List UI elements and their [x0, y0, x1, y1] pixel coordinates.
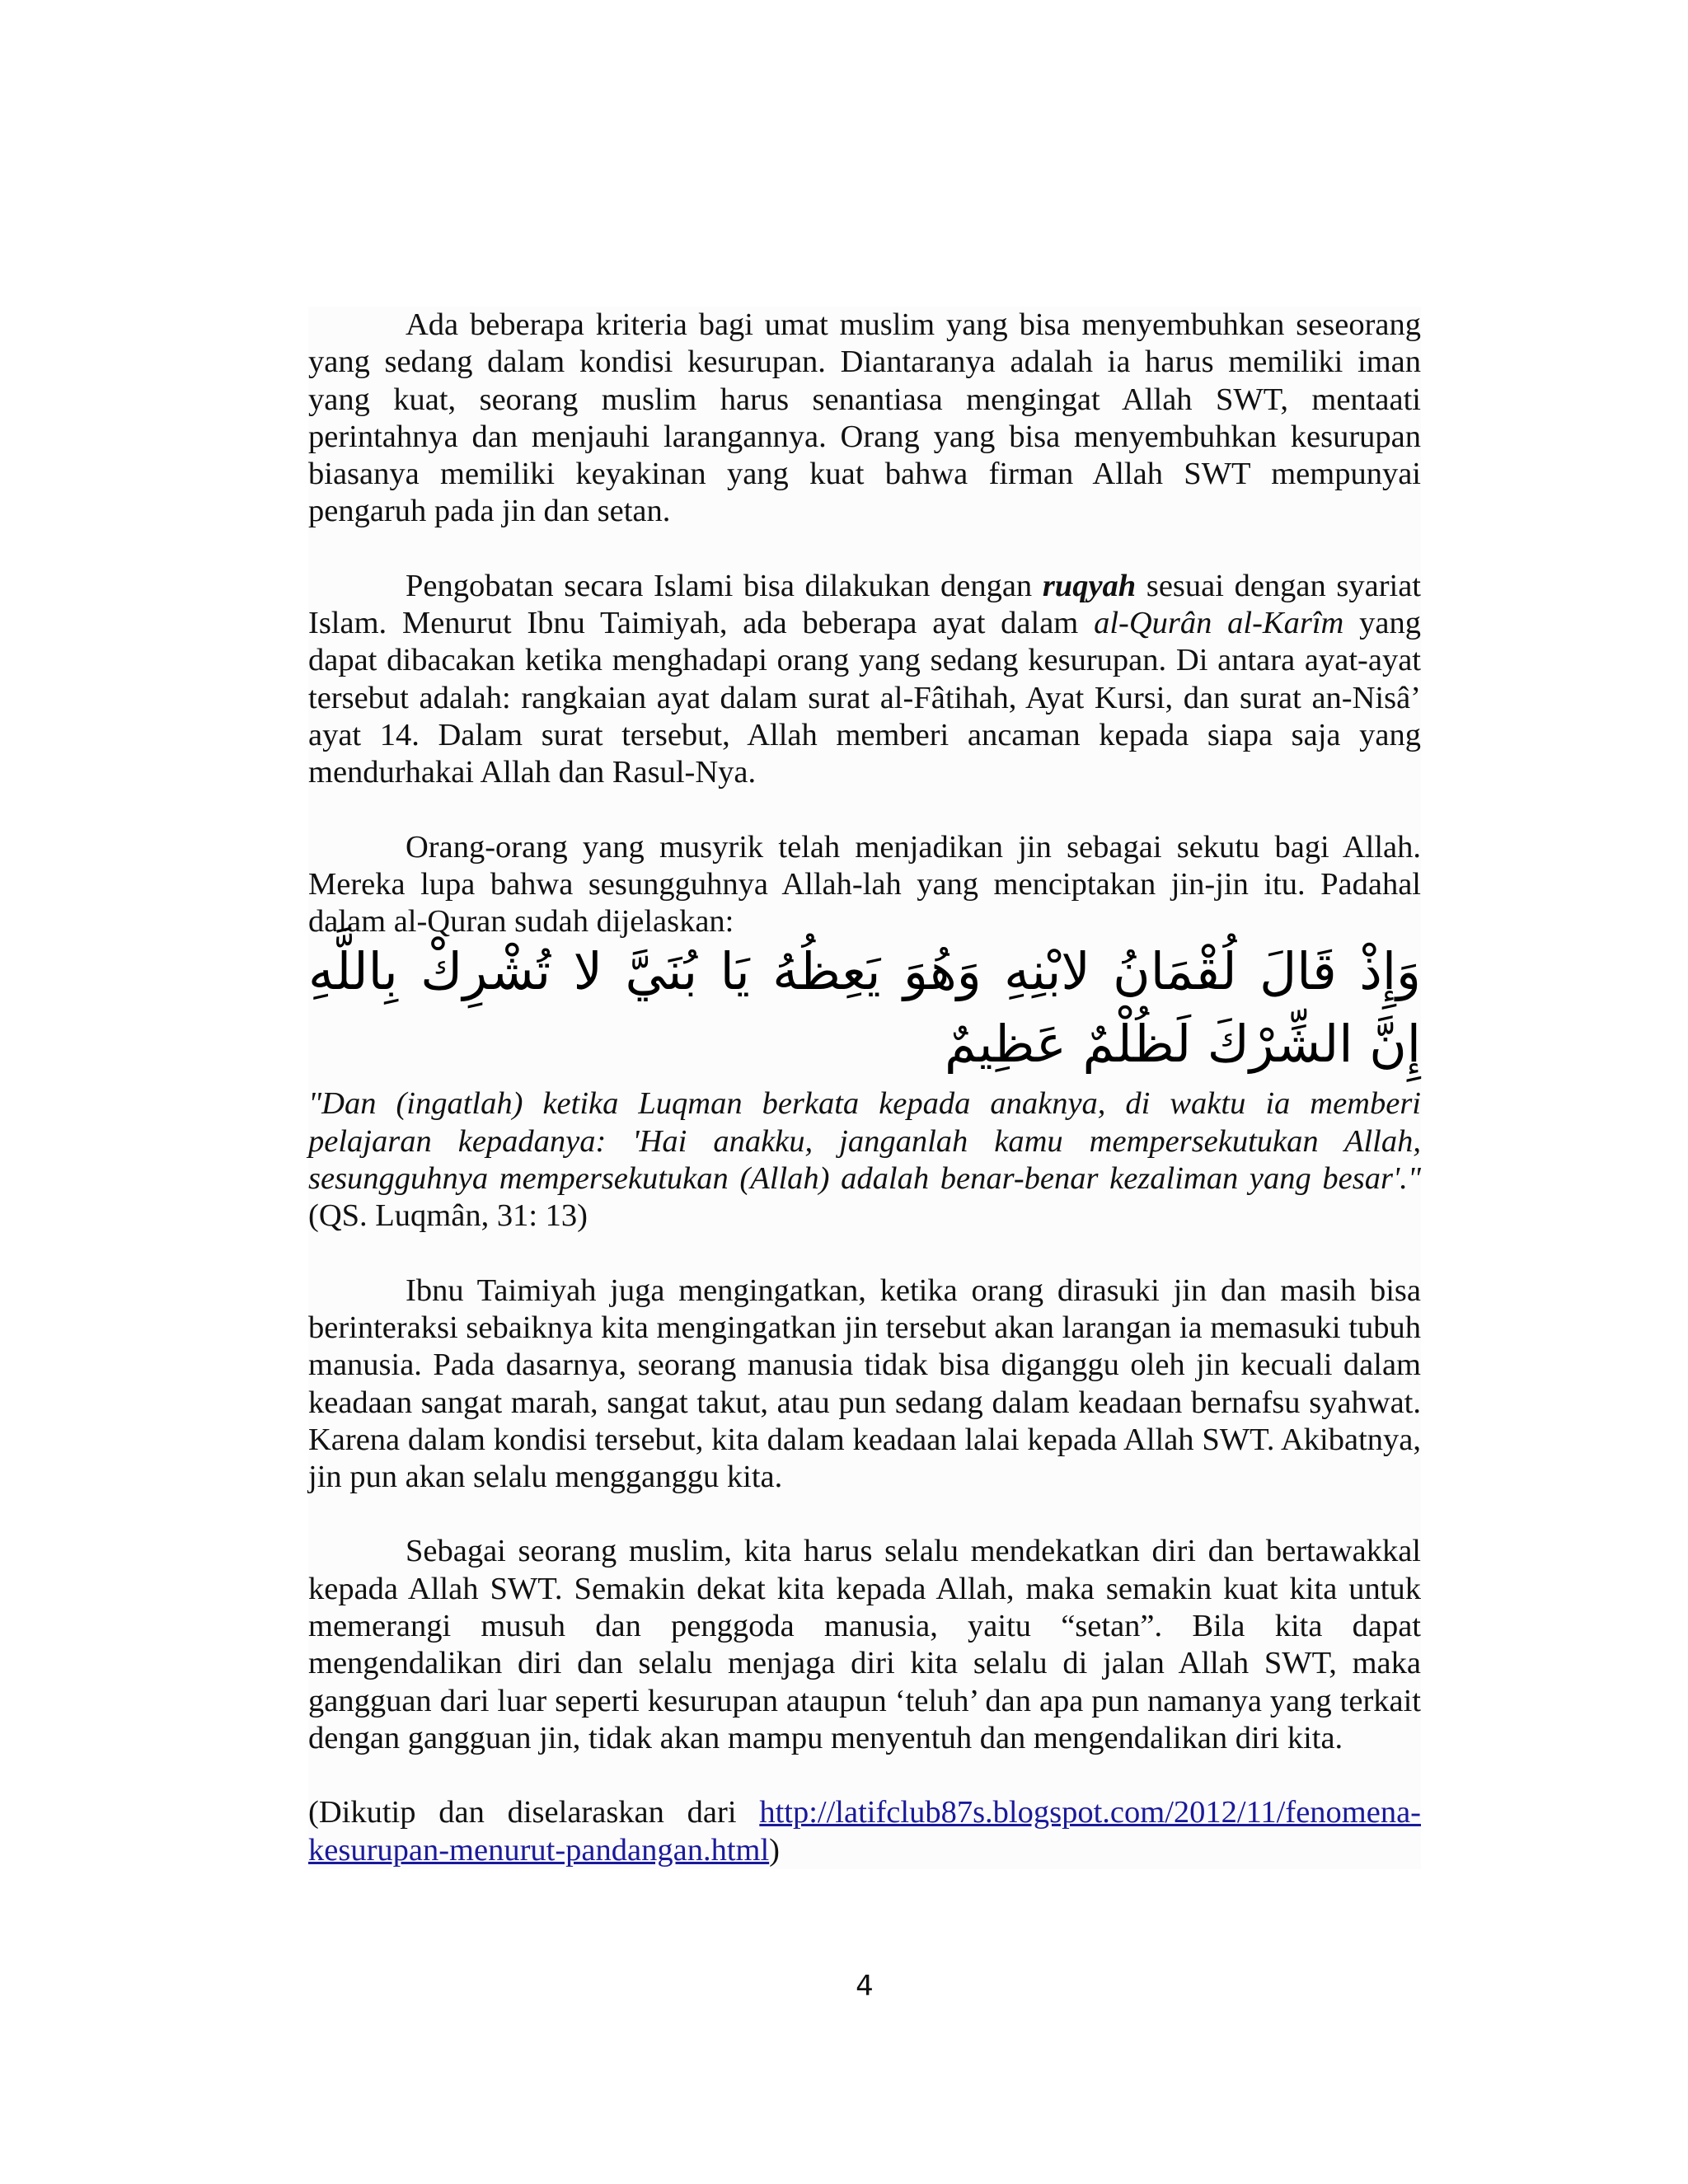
source-prefix: (Dikutip dan diselaraskan dari [308, 1795, 760, 1830]
verse-translation [308, 1085, 1421, 1235]
paragraph-ruqyah-part-3: yang dapat dibacakan ketika menghadapi orang yang sedang kesurupan. Di antara ayat-ayat tersebut adalah: rangkaian ayat dalam surat al-Fâtihah, Ayat Kursi, dan surat an-Nisâ’ ayat 14. Dalam surat tersebut, Allah memberi ancaman kepada siapa saja yang mendurhakai Allah dan Rasul-Nya. [308, 606, 1422, 790]
arabic-verse: وَإِذْ قَالَ لُقْمَانُ لابْنِهِ وَهُوَ يَعِظُهُ يَا بُنَيَّ لا تُشْرِكْ بِاللَّهِ إِنَّ الشِّرْكَ لَظُلْمٌ عَظِيمٌ [308, 941, 1421, 1075]
paragraph-ruqyah-part-1: Pengobatan secara Islami bisa dilakukan dengan [406, 568, 1043, 603]
paragraph-muslim: Sebagai seorang muslim, kita harus selalu mendekatkan diri dan bertawakkal kepada Allah SWT. Semakin dekat kita kepada Allah, maka semakin kuat kita untuk memerangi musuh dan penggoda manusia, yaitu “setan”. Bila kita dapat mengendalikan diri dan selalu menjaga diri kita selalu di jalan Allah SWT, maka gangguan dari luar seperti kesurupan ataupun ‘teluh’ dan apa pun namanya yang terkait dengan gangguan jin, tidak akan mampu menyentuh dan mengendalikan diri kita. [308, 1534, 1421, 1755]
paragraph-musyrik: Orang-orang yang musyrik telah menjadikan jin sebagai sekutu bagi Allah. Mereka lupa bahwa sesungguhnya Allah-lah yang menciptakan jin-jin itu. Padahal dalam al-Quran sudah dijelaskan: [308, 829, 1421, 940]
ruqyah-term: ruqyah [1042, 568, 1137, 603]
paragraph-ibnu-taimiyah: Ibnu Taimiyah juga mengingatkan, ketika orang dirasuki jin dan masih bisa berinteraksi sebaiknya kita mengingatkan jin tersebut akan larangan ia memasuki tubuh manusia. Pada dasarnya, seorang manusia tidak bisa diganggu oleh jin kecuali dalam keadaan sangat marah, sangat takut, atau pun sedang dalam keadaan bernafsu syahwat. Karena dalam kondisi tersebut, kita dalam keadaan lalai kepada Allah SWT. Akibatnya, jin pun akan selalu mengganggu kita. [308, 1272, 1421, 1495]
source-suffix: ) [769, 1832, 780, 1868]
translation-text: "Dan (ingatlah) ketika Luqman berkata kepada anaknya, di waktu ia memberi pelajaran kepadanya: 'Hai anakku, janganlah kamu mempersekutukan Allah, sesungguhnya mempersekutukan (Allah) adalah benar-benar kezaliman yang besar'." [308, 1086, 1421, 1197]
verse-reference: (QS. Luqmân, 31: 13) [308, 1198, 588, 1234]
page-number: 4 [856, 1970, 874, 2003]
paragraph-criteria: Ada beberapa kriteria bagi umat muslim yang bisa menyembuhkan seseorang yang sedang dalam kondisi kesurupan. Diantaranya adalah ia harus memiliki iman yang kuat, seorang muslim harus senantiasa mengingat Allah SWT, mentaati perintahnya dan menjauhi larangannya. Orang yang bisa menyembuhkan kesurupan biasanya memiliki keyakinan yang kuat bahwa firman Allah SWT mempunyai pengaruh pada jin dan setan. [308, 307, 1421, 529]
document-body [308, 307, 1421, 1869]
paragraph-ruqyah-part-2: sesuai dengan syariat Islam. Menurut Ibnu Taimiyah, ada beberapa ayat dalam [308, 568, 1421, 641]
paragraph-ruqyah [308, 568, 1421, 792]
source-link[interactable]: http://latifclub87s.blogspot.com/2012/11/fenomena-kesurupan-menurut-pandangan.html [308, 1795, 1421, 1868]
source-citation [308, 1794, 1421, 1869]
quran-name: al-Qurân al-Karîm [1094, 606, 1344, 641]
